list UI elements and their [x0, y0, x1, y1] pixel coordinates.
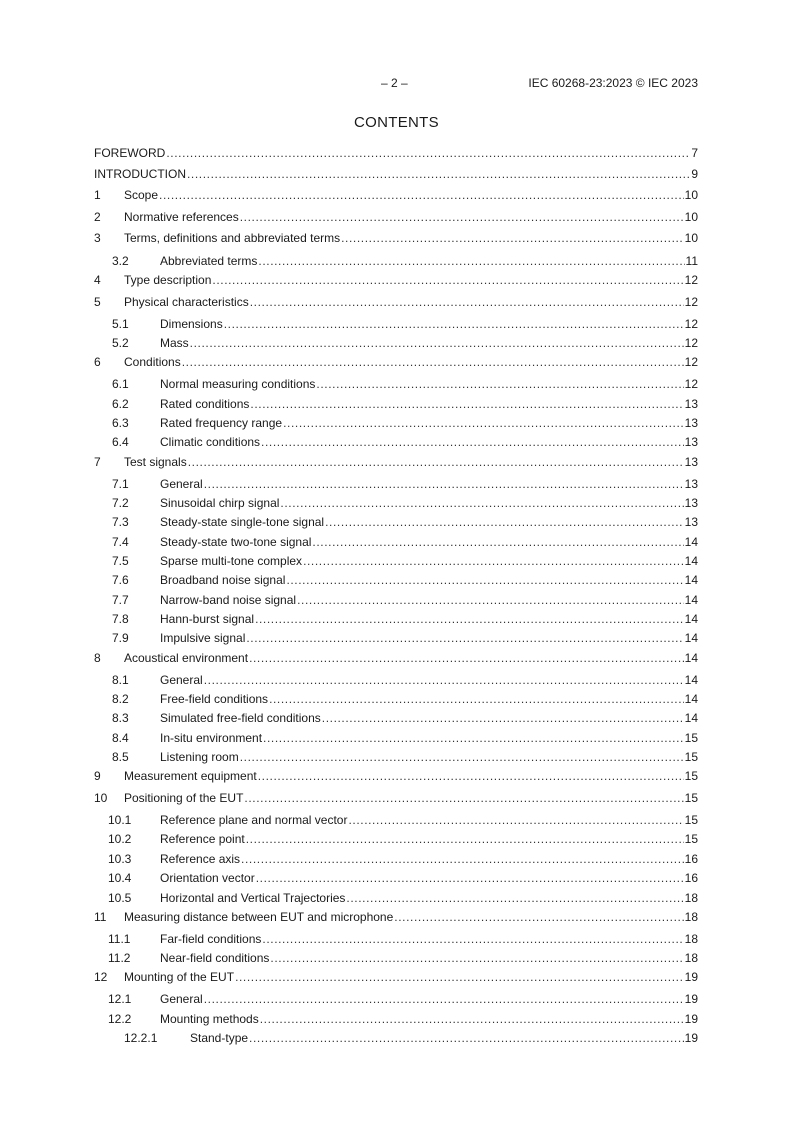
toc-entry[interactable] [94, 273, 698, 287]
dot-leader [240, 750, 684, 764]
toc-entry-page: 18 [684, 910, 698, 924]
dot-leader [241, 852, 684, 866]
toc-entry-page: 18 [684, 951, 698, 965]
toc-entry-title: Acoustical environment [124, 651, 249, 665]
toc-entry-number: 10.1 [108, 813, 132, 827]
toc-entry-title: INTRODUCTION [94, 167, 186, 181]
toc-entry-number: 7.1 [112, 477, 129, 491]
toc-entry-number: 7.4 [112, 535, 129, 549]
toc-entry-title: Conditions [124, 355, 181, 369]
toc-entry-number: 7 [94, 455, 101, 469]
toc-entry-title: Dimensions [160, 317, 223, 331]
toc-entry-page: 15 [684, 769, 698, 783]
dot-leader [286, 573, 683, 587]
toc-entry-page: 14 [684, 631, 698, 645]
toc-entry-page: 14 [684, 535, 698, 549]
dot-leader [166, 146, 690, 160]
dot-leader [246, 832, 684, 846]
toc-entry-number: 4 [94, 273, 101, 287]
dot-leader [187, 167, 690, 181]
dot-leader [249, 651, 684, 665]
toc-entry-page: 15 [684, 813, 698, 827]
dot-leader [246, 631, 683, 645]
toc-entry-title: Measuring distance between EUT and microphone [124, 910, 394, 924]
toc-entry[interactable] [94, 951, 698, 965]
toc-entry-title: FOREWORD [94, 146, 166, 160]
toc-entry-title: Normal measuring conditions [160, 377, 316, 391]
toc-entry-title: Scope [124, 188, 159, 202]
toc-entry[interactable] [94, 254, 698, 268]
dot-leader [188, 455, 684, 469]
toc-entry-title: Rated frequency range [160, 416, 283, 430]
toc-entry-page: 12 [684, 355, 698, 369]
toc-entry-number: 10.3 [108, 852, 132, 866]
toc-entry-title: Terms, definitions and abbreviated terms [124, 231, 341, 245]
toc-entry[interactable] [94, 477, 698, 491]
toc-entry[interactable] [94, 317, 698, 331]
toc-entry[interactable] [94, 210, 698, 224]
toc-entry-page: 13 [684, 496, 698, 510]
toc-entry-title: Mass [160, 336, 189, 350]
toc-entry[interactable] [94, 397, 698, 411]
toc-entry-number: 5 [94, 295, 101, 309]
toc-entry[interactable] [94, 673, 698, 687]
dot-leader [255, 612, 684, 626]
toc-entry-page: 15 [684, 731, 698, 745]
dot-leader [348, 813, 683, 827]
toc-entry-page: 19 [684, 992, 698, 1006]
toc-entry[interactable] [94, 832, 698, 846]
toc-entry-title: Near-field conditions [160, 951, 270, 965]
toc-entry[interactable] [94, 711, 698, 725]
toc-entry-number: 3 [94, 231, 101, 245]
toc-entry[interactable] [94, 813, 698, 827]
toc-entry-page: 9 [691, 167, 698, 181]
toc-entry-number: 7.5 [112, 554, 129, 568]
toc-entry[interactable] [94, 416, 698, 430]
toc-entry-title: Climatic conditions [160, 435, 261, 449]
toc-entry-number: 12.2 [108, 1012, 132, 1026]
toc-entry[interactable] [94, 554, 698, 568]
toc-entry-title: Steady-state single-tone signal [160, 515, 325, 529]
toc-entry-number: 7.9 [112, 631, 129, 645]
toc-entry[interactable] [94, 336, 698, 350]
toc-entry-page: 18 [684, 891, 698, 905]
dot-leader [250, 397, 683, 411]
toc-entry[interactable] [94, 992, 698, 1006]
toc-entry[interactable] [94, 871, 698, 885]
dot-leader [262, 932, 683, 946]
toc-entry[interactable] [94, 535, 698, 549]
toc-entry-title: Physical characteristics [124, 295, 249, 309]
toc-entry[interactable] [94, 515, 698, 529]
dot-leader [204, 992, 684, 1006]
toc-entry[interactable] [94, 146, 698, 160]
toc-entry-title: Simulated free-field conditions [160, 711, 321, 725]
toc-entry-title: Reference axis [160, 852, 241, 866]
toc-entry[interactable] [94, 573, 698, 587]
toc-entry-number: 10.2 [108, 832, 132, 846]
toc-entry-number: 11 [94, 910, 107, 924]
toc-entry-number: 1 [94, 188, 101, 202]
toc-entry[interactable] [94, 435, 698, 449]
toc-entry-number: 8.3 [112, 711, 129, 725]
dot-leader [204, 673, 684, 687]
toc-entry-number: 7.3 [112, 515, 129, 529]
toc-entry-page: 12 [684, 295, 698, 309]
toc-entry-title: Far-field conditions [160, 932, 262, 946]
toc-entry-page: 13 [684, 397, 698, 411]
toc-entry-page: 14 [684, 711, 698, 725]
toc-entry-number: 12.2.1 [124, 1031, 158, 1045]
toc-entry-page: 15 [684, 791, 698, 805]
toc-entry-page: 19 [684, 970, 698, 984]
toc-entry-title: Positioning of the EUT [124, 791, 244, 805]
dot-leader [325, 515, 684, 529]
dot-leader [250, 295, 684, 309]
toc-entry-page: 13 [684, 477, 698, 491]
dot-leader [224, 317, 684, 331]
toc-entry[interactable] [94, 970, 698, 984]
toc-entry-page: 10 [684, 188, 698, 202]
toc-entry[interactable] [94, 355, 698, 369]
toc-entry-number: 9 [94, 769, 101, 783]
toc-entry-title: Reference plane and normal vector [160, 813, 348, 827]
dot-leader [249, 1031, 684, 1045]
toc-entry-number: 10.4 [108, 871, 132, 885]
toc-entry-title: Measurement equipment [124, 769, 257, 783]
toc-entry-number: 6 [94, 355, 101, 369]
toc-entry-title: Mounting methods [160, 1012, 259, 1026]
dot-leader [346, 891, 683, 905]
toc-entry[interactable] [94, 791, 698, 805]
toc-entry-page: 13 [684, 416, 698, 430]
toc-entry[interactable] [94, 891, 698, 905]
toc-entry-title: Free-field conditions [160, 692, 269, 706]
toc-entry[interactable] [94, 769, 698, 783]
toc-entry-number: 10 [94, 791, 108, 805]
toc-entry-number: 8.1 [112, 673, 129, 687]
dot-leader [270, 951, 683, 965]
toc-entry-page: 16 [684, 871, 698, 885]
dot-leader [258, 254, 684, 268]
toc-entry-page: 12 [684, 377, 698, 391]
toc-entry[interactable] [94, 631, 698, 645]
dot-leader [341, 231, 684, 245]
toc-entry-title: Impulsive signal [160, 631, 246, 645]
dot-leader [280, 496, 683, 510]
toc-entry-page: 11 [685, 254, 698, 268]
dot-leader [190, 336, 684, 350]
dot-leader [235, 970, 684, 984]
toc-entry-page: 16 [684, 852, 698, 866]
toc-entry[interactable] [94, 731, 698, 745]
toc-entry-title: Horizontal and Vertical Trajectories [160, 891, 346, 905]
toc-entry[interactable] [94, 651, 698, 665]
dot-leader [269, 692, 684, 706]
toc-entry[interactable] [94, 1012, 698, 1026]
dot-leader [303, 554, 684, 568]
toc-entry-title: General [160, 477, 203, 491]
toc-entry-title: Test signals [124, 455, 187, 469]
dot-leader [394, 910, 683, 924]
dot-leader [204, 477, 684, 491]
dot-leader [182, 355, 684, 369]
toc-entry-number: 12.1 [108, 992, 132, 1006]
toc-entry[interactable] [94, 593, 698, 607]
toc-entry-page: 13 [684, 435, 698, 449]
toc-entry[interactable] [94, 188, 698, 202]
dot-leader [322, 711, 684, 725]
toc-entry-number: 11.1 [108, 932, 131, 946]
toc-entry[interactable] [94, 455, 698, 469]
toc-entry-title: In-situ environment [160, 731, 263, 745]
toc-entry[interactable] [94, 167, 698, 181]
toc-entry-number: 7.6 [112, 573, 129, 587]
dot-leader [244, 791, 683, 805]
toc-entry-page: 19 [684, 1012, 698, 1026]
toc-entry-page: 19 [684, 1031, 698, 1045]
toc-entry-number: 6.2 [112, 397, 129, 411]
toc-entry-page: 14 [684, 673, 698, 687]
toc-entry-title: Type description [124, 273, 212, 287]
toc-entry[interactable] [94, 852, 698, 866]
dot-leader [212, 273, 683, 287]
toc-entry[interactable] [94, 295, 698, 309]
toc-entry[interactable] [94, 496, 698, 510]
toc-entry[interactable] [94, 750, 698, 764]
toc-entry-number: 6.3 [112, 416, 129, 430]
dot-leader [260, 1012, 684, 1026]
toc-entry-page: 13 [684, 455, 698, 469]
page-title: CONTENTS [354, 114, 439, 131]
toc-entry-page: 14 [684, 573, 698, 587]
dot-leader [263, 731, 684, 745]
toc-entry-title: General [160, 673, 203, 687]
toc-entry-page: 18 [684, 932, 698, 946]
toc-entry-page: 12 [684, 317, 698, 331]
toc-entry-title: Rated conditions [160, 397, 250, 411]
toc-entry[interactable] [94, 692, 698, 706]
toc-entry-number: 8.5 [112, 750, 129, 764]
table-of-contents [94, 144, 698, 1045]
toc-entry-number: 7.2 [112, 496, 129, 510]
toc-entry-page: 13 [684, 515, 698, 529]
toc-entry-number: 8.2 [112, 692, 129, 706]
page-number: – 2 – [381, 76, 408, 90]
dot-leader [258, 769, 684, 783]
dot-leader [283, 416, 684, 430]
dot-leader [261, 435, 684, 449]
toc-entry-page: 7 [691, 146, 698, 160]
toc-entry-page: 14 [684, 593, 698, 607]
toc-entry-number: 2 [94, 210, 101, 224]
dot-leader [316, 377, 683, 391]
dot-leader [240, 210, 684, 224]
toc-entry-title: Abbreviated terms [160, 254, 258, 268]
toc-entry-number: 10.5 [108, 891, 132, 905]
dot-leader [312, 535, 683, 549]
toc-entry-page: 10 [684, 210, 698, 224]
toc-entry-number: 7.7 [112, 593, 129, 607]
toc-entry-page: 14 [684, 554, 698, 568]
toc-entry-number: 12 [94, 970, 108, 984]
dot-leader [159, 188, 684, 202]
toc-entry-number: 8.4 [112, 731, 129, 745]
document-id: IEC 60268-23:2023 © IEC 2023 [528, 76, 698, 90]
toc-entry-number: 6.1 [112, 377, 129, 391]
toc-entry-title: Sinusoidal chirp signal [160, 496, 280, 510]
toc-entry-title: Hann-burst signal [160, 612, 255, 626]
toc-entry-title: Steady-state two-tone signal [160, 535, 312, 549]
toc-entry[interactable] [94, 910, 698, 924]
toc-entry-title: Normative references [124, 210, 239, 224]
toc-entry-number: 7.8 [112, 612, 129, 626]
toc-entry[interactable] [94, 932, 698, 946]
dot-leader [297, 593, 684, 607]
toc-entry-page: 14 [684, 612, 698, 626]
toc-entry-page: 14 [684, 651, 698, 665]
toc-entry-title: Sparse multi-tone complex [160, 554, 303, 568]
toc-entry-title: Listening room [160, 750, 239, 764]
toc-entry-number: 8 [94, 651, 101, 665]
toc-entry-title: Reference point [160, 832, 245, 846]
toc-entry[interactable] [94, 1031, 698, 1045]
dot-leader [256, 871, 684, 885]
toc-entry-title: Narrow-band noise signal [160, 593, 297, 607]
toc-entry-number: 5.2 [112, 336, 129, 350]
toc-entry-page: 15 [684, 832, 698, 846]
toc-entry-page: 12 [684, 336, 698, 350]
toc-entry-number: 6.4 [112, 435, 129, 449]
toc-entry-page: 12 [684, 273, 698, 287]
toc-entry-number: 3.2 [112, 254, 129, 268]
toc-entry[interactable] [94, 231, 698, 245]
toc-entry-page: 14 [684, 692, 698, 706]
toc-entry-title: Stand-type [190, 1031, 249, 1045]
toc-entry-title: Broadband noise signal [160, 573, 286, 587]
toc-entry[interactable] [94, 612, 698, 626]
toc-entry-number: 5.1 [112, 317, 129, 331]
toc-entry-page: 10 [684, 231, 698, 245]
toc-entry-title: Mounting of the EUT [124, 970, 235, 984]
toc-entry-title: Orientation vector [160, 871, 255, 885]
toc-entry-number: 11.2 [108, 951, 131, 965]
toc-entry-page: 15 [684, 750, 698, 764]
toc-entry-title: General [160, 992, 203, 1006]
toc-entry[interactable] [94, 377, 698, 391]
